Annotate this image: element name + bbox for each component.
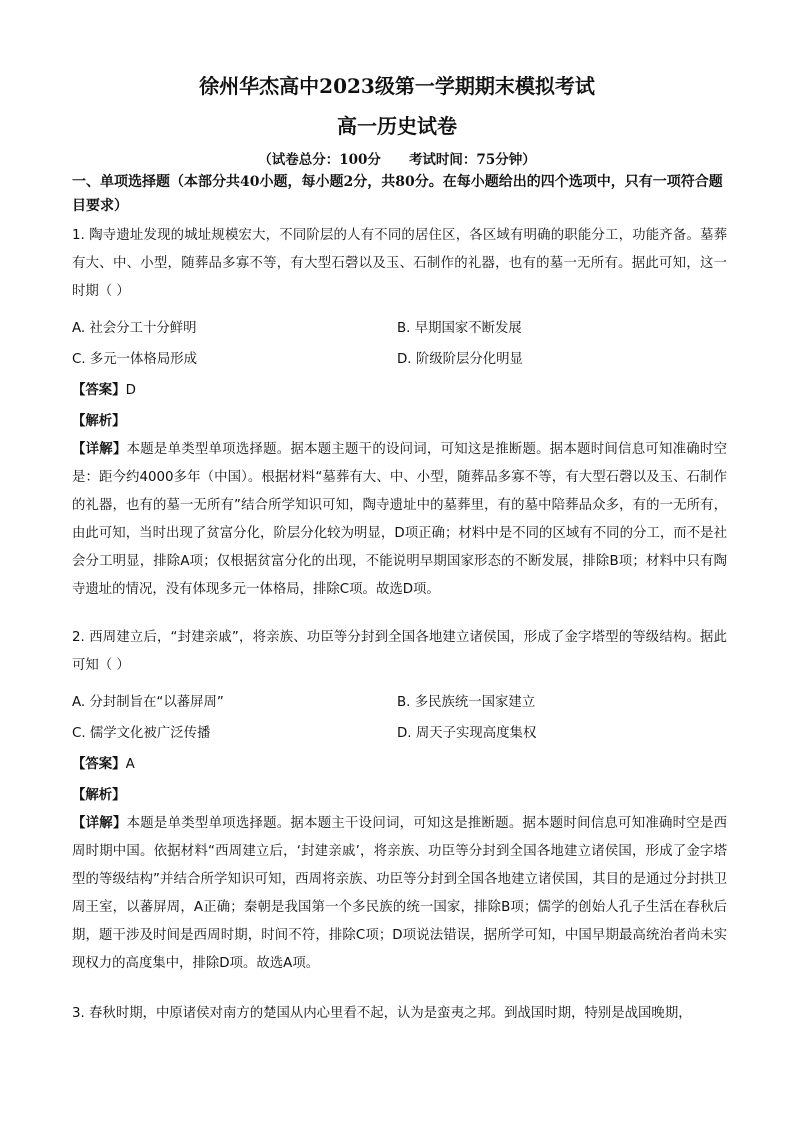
- q2-analysis-label: 【解析】: [72, 788, 126, 803]
- total-score: （试卷总分：100分: [258, 152, 381, 168]
- q2-option-c: C. 儒学文化被广泛传播: [72, 726, 211, 741]
- q1-analysis-label: 【解析】: [72, 414, 126, 429]
- q2-answer: 【答案】A: [72, 757, 135, 772]
- section-title: 一、单项选择题（本部分共40小题，每小题2分，共80分。在每小题给出的四个选项中，只有一项符合题目要求）: [72, 174, 723, 214]
- exam-title: 徐州华杰高中2023级第一学期期末模拟考试: [199, 74, 595, 98]
- q1-option-b: B. 早期国家不断发展: [397, 321, 522, 336]
- question-2-stem: 2. 西周建立后，“封建亲戚”，将亲族、功臣等分封到全国各地建立诸侯国，形成了金字塔型的等级结构。据此可知（ ）: [72, 630, 727, 673]
- q1-detail: 【详解】本题是单类型单项选择题。据本题主题干的设问词，可知这是推断题。据本题时间信息可知准确时空是：距今约4000多年（中国）。根据材料“墓葬有大、中、小型，随葬品多寡不等，有大型石磬以及玉、石制作的礼器，也有的墓一无所有”结合所学知识可知，陶寺遗址中的墓葬里，有的墓中陪葬品众多，有的一无所有，由此可知，当时出现了贫富分化，阶层分化较为明显，D项正确；材料中是不同的区域有不同的分工，而不是社会分工明显，排除A项；仅根据贫富分化的出现，不能说明早期国家形态的不断发展，排除B项；材料中只有陶寺遗址的情况，没有体现多元一体格局，排除C项。故选D项。: [72, 442, 728, 597]
- q2-option-a: A. 分封制旨在“以蕃屏周”: [72, 695, 224, 710]
- question-1-stem: 1. 陶寺遗址发现的城址规模宏大，不同阶层的人有不同的居住区，各区域有明确的职能分工，功能齐备。墓葬有大、中、小型，随葬品多寡不等，有大型石磬以及玉、石制作的礼器，也有的墓一无所有。据此可知，这一时期（ ）: [72, 228, 727, 299]
- question-3-stem: 3. 春秋时期，中原诸侯对南方的楚国从内心里看不起，认为是蛮夷之邦。到战国时期，特别是战国晚期，: [72, 1006, 692, 1021]
- q1-answer: 【答案】D: [72, 383, 136, 398]
- q1-option-d: D. 阶级阶层分化明显: [397, 352, 523, 367]
- q1-option-a: A. 社会分工十分鲜明: [72, 321, 197, 336]
- exam-time: 考试时间：75分钟）: [408, 152, 536, 168]
- q2-detail: 【详解】本题是单类型单项选择题。据本题主干设问词，可知这是推断题。据本题时间信息可知准确时空是西周时期中国。依据材料“西周建立后，‘封建亲戚’，将亲族、功臣等分封到全国各地建立诸侯国，形成了金字塔型的等级结构”并结合所学知识可知，西周将亲族、功臣等分封到全国各地建立诸侯国，其目的是通过分封拱卫周王室，以蕃屏周，A正确；秦朝是我国第一个多民族的统一国家，排除B项；儒学的创始人孔子生活在春秋后期，题干涉及时间是西周时期，时间不符，排除C项；D项说法错误，据所学可知，中国早期最高统治者尚未实现权力的高度集中，排除D项。故选A项。: [72, 816, 728, 971]
- q2-option-d: D. 周天子实现高度集权: [397, 726, 537, 741]
- q2-option-b: B. 多民族统一国家建立: [397, 695, 536, 710]
- exam-info: [0, 148, 794, 168]
- q1-option-c: C. 多元一体格局形成: [72, 352, 197, 367]
- exam-subtitle: 高一历史试卷: [337, 114, 457, 138]
